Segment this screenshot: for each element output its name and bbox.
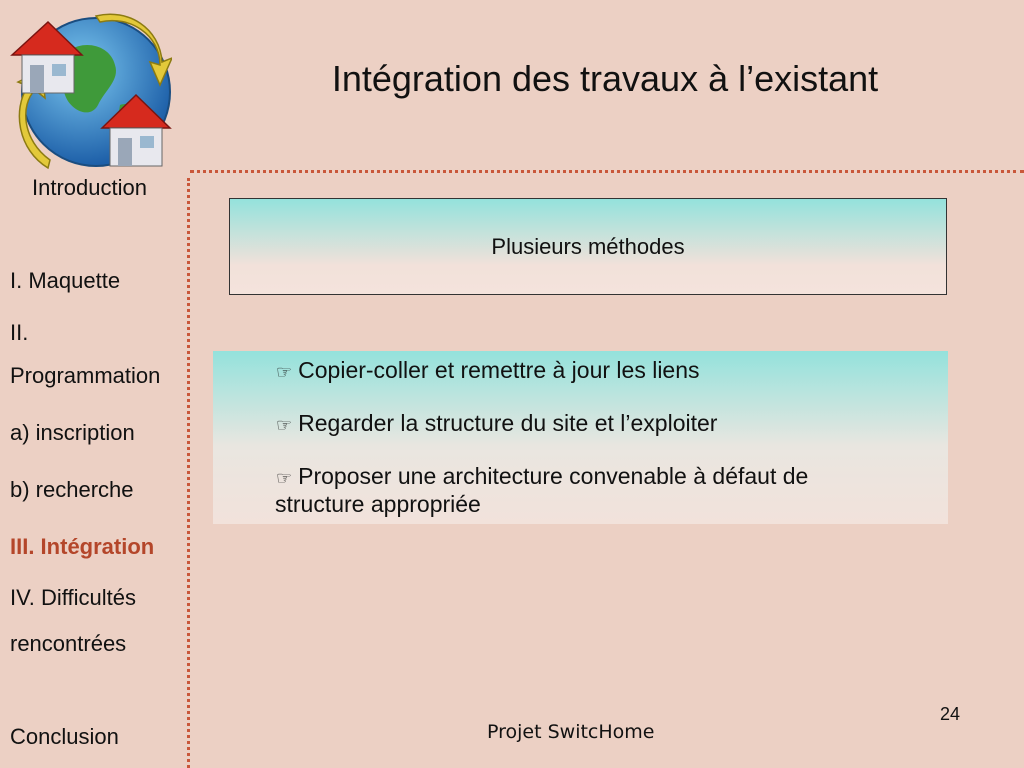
pointing-hand-icon: ☞ [276,415,293,435]
nav-programmation-number[interactable]: II. [10,320,29,345]
pointing-hand-icon: ☞ [276,362,293,382]
list-item: ☞ Regarder la structure du site et l’exploiter [276,410,718,436]
nav-introduction[interactable]: Introduction [32,175,147,200]
methods-heading: Plusieurs méthodes [491,233,685,259]
nav-difficultes-continued[interactable]: rencontrées [10,631,127,656]
list-item: ☞ Proposer une architecture convenable à défaut de [276,463,809,489]
footer-project-name: Projet SwitcHome [487,721,655,743]
nav-recherche[interactable]: b) recherche [10,477,134,502]
vertical-dotted-divider [187,178,190,768]
switchhome-logo [10,10,172,172]
nav-difficultes[interactable]: IV. Difficultés [10,585,136,610]
methods-heading-box [229,198,947,295]
list-item-continuation: structure appropriée [275,491,481,517]
nav-conclusion[interactable]: Conclusion [10,724,119,749]
slide-title: Intégration des travaux à l’existant [331,58,879,99]
globe-houses-icon [10,10,172,172]
nav-integration[interactable]: III. Intégration [10,534,155,559]
horizontal-dotted-divider [190,170,1024,173]
nav-programmation[interactable]: Programmation [10,363,161,388]
page-number: 24 [940,704,961,724]
nav-maquette[interactable]: I. Maquette [10,268,121,293]
pointing-hand-icon: ☞ [276,468,293,488]
methods-list-box [213,351,948,524]
list-item: ☞ Copier-coller et remettre à jour les liens [276,357,700,383]
nav-inscription[interactable]: a) inscription [10,420,135,445]
